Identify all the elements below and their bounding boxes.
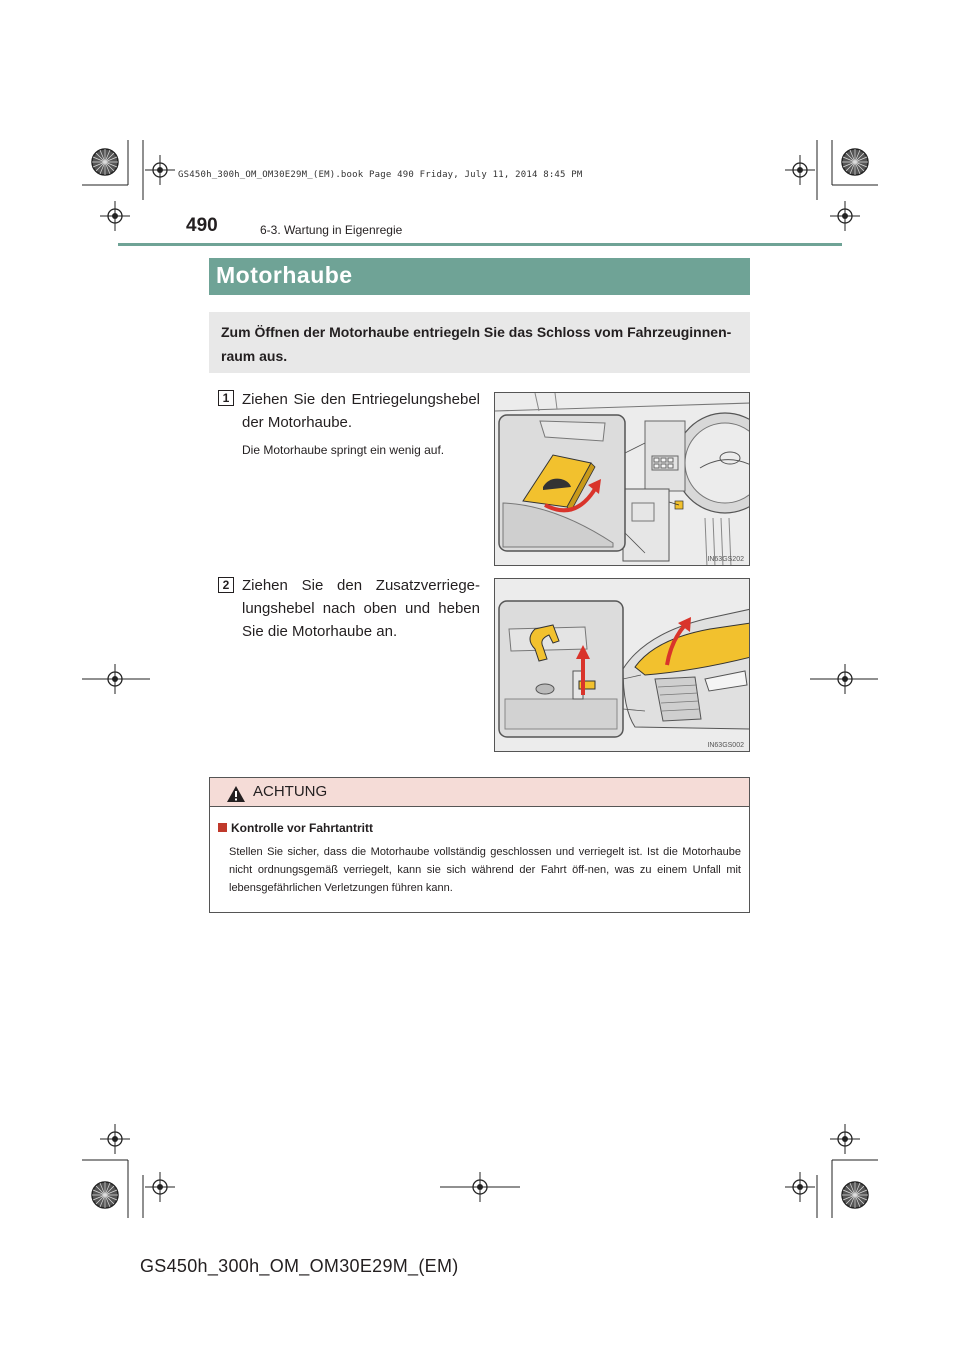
figure-secondary-latch xyxy=(494,578,750,752)
secondary-latch-illustration xyxy=(495,579,750,752)
book-info-line: GS450h_300h_OM_OM30E29M_(EM).book Page 490 Friday, July 11, 2014 8:45 PM xyxy=(178,170,583,180)
step-text-1: Ziehen Sie den Entriegelungshebel der Motorhaube. xyxy=(242,391,480,431)
intro-box xyxy=(209,312,750,373)
hood-release-illustration xyxy=(495,393,750,566)
caution-subtitle-text: Kontrolle vor Fahrtantritt xyxy=(231,821,374,835)
figure-code-1: IN63GS202 xyxy=(707,556,744,563)
warning-icon xyxy=(226,785,246,803)
caution-body: Stellen Sie sicher, dass die Motorhaube vollständig geschlossen und verriegelt ist. Ist die Motorhaube nicht ordnungsgemäß verriegelt, kann sie sich während der Fahrt öff-nen, was zu einem Unfall mit lebensgefährlichen Verletzungen führen kann. xyxy=(229,846,741,894)
footer-doc-id: GS450h_300h_OM_OM30E29M_(EM) xyxy=(140,1256,459,1276)
bullet-square-icon xyxy=(218,823,227,832)
step-number-1: 1 xyxy=(218,390,234,406)
page-number: 490 xyxy=(186,215,218,236)
step-text-2: Ziehen Sie den Zusatzverriege-lungshebel nach oben und heben Sie die Motorhaube an. xyxy=(242,577,480,640)
figure-hood-release-lever xyxy=(494,392,750,566)
caution-header xyxy=(210,778,749,807)
caution-title: ACHTUNG xyxy=(253,783,328,800)
figure-code-2: IN63GS002 xyxy=(707,742,744,749)
step-number-2: 2 xyxy=(218,577,234,593)
caution-box xyxy=(209,777,750,913)
page-title: Motorhaube xyxy=(216,262,353,288)
section-title: 6-3. Wartung in Eigenregie xyxy=(260,223,403,237)
caution-subtitle xyxy=(218,821,373,835)
header-rule xyxy=(118,243,842,246)
intro-text: Zum Öffnen der Motorhaube entriegeln Sie das Schloss vom Fahrzeuginnen-raum aus. xyxy=(221,324,732,364)
step-note-1: Die Motorhaube springt ein wenig auf. xyxy=(242,443,445,457)
